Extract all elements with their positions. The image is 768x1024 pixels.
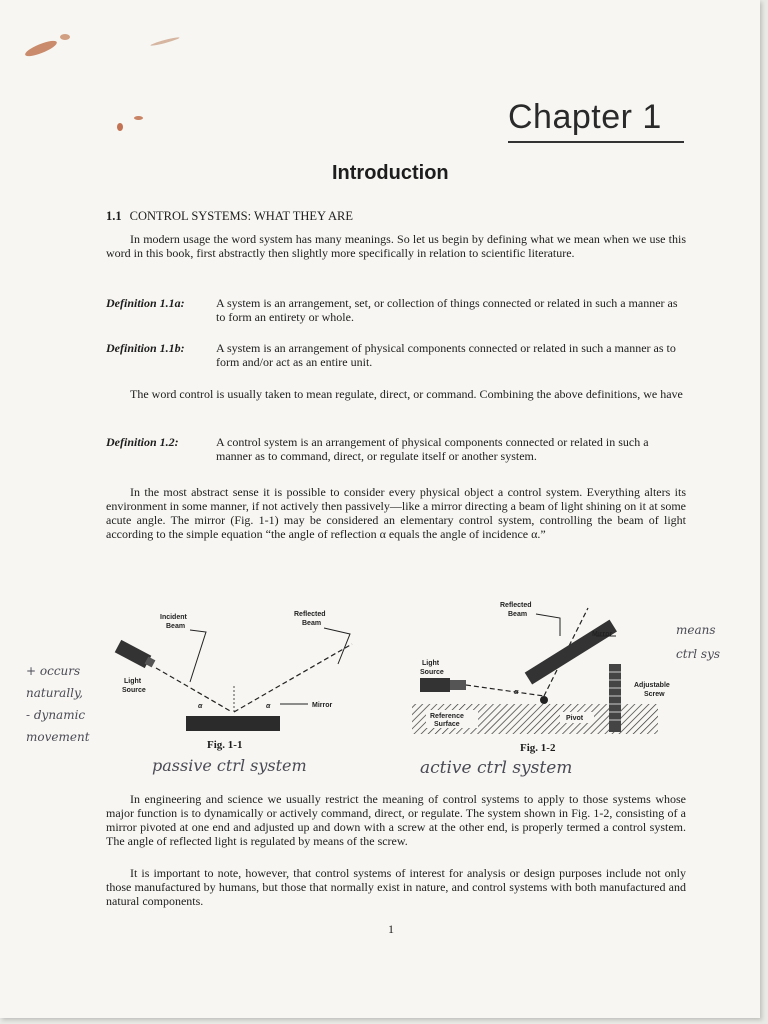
fig1-incident-label: Incident bbox=[160, 614, 187, 621]
fig2-incident-beam bbox=[466, 685, 544, 696]
handwritten-margin-note-left bbox=[26, 660, 90, 748]
paragraph-5: It is important to note, however, that control systems of interest for analysis or design purposes include not only those manufactured by humans, but those that normally exist in nature, and control systems with both manufactured and natural components. bbox=[106, 866, 686, 908]
margin-note-line: means bbox=[676, 623, 716, 637]
handwritten-margin-note-right bbox=[676, 618, 720, 666]
definition-1-2 bbox=[106, 435, 686, 463]
fig2-beam-leader bbox=[536, 614, 560, 636]
definition-label: Definition 1.1a: bbox=[106, 296, 185, 310]
definition-text: A control system is an arrangement of physical components connected or related in such a manner as to command, direct, or regulate itself or another system. bbox=[216, 435, 649, 463]
definition-1-1b bbox=[106, 341, 686, 369]
margin-note-line: - dynamic bbox=[26, 708, 86, 722]
section-number: 1.1 bbox=[106, 209, 122, 223]
chapter-underline bbox=[508, 141, 684, 143]
figure-1-1 bbox=[106, 600, 376, 740]
definition-text: A system is an arrangement of physical components connected or related in such a manner as to form and/or act as an entire unit. bbox=[216, 341, 676, 369]
fig1-mirror-label: Mirror bbox=[312, 702, 333, 709]
fig1-light-label: Light bbox=[124, 678, 142, 685]
fig2-surface-label: Surface bbox=[434, 721, 460, 728]
definition-1-1a bbox=[106, 296, 686, 324]
page-number: 1 bbox=[388, 922, 394, 936]
fig1-incident-beam bbox=[156, 668, 232, 712]
section-heading bbox=[106, 209, 353, 224]
figure-1-2-caption: Fig. 1-2 bbox=[520, 742, 556, 754]
fig2-reflected-label: Reflected bbox=[500, 602, 532, 609]
fig1-reflected-label: Reflected bbox=[294, 611, 326, 618]
paragraph-3: In the most abstract sense it is possible to consider every physical object a control system. Everything alters its environment in some manner, if not actively then passively—like a mirror directing a beam of light shining on it at some acute angle. The mirror (Fig. 1-1) may be considered an elementary control system, controlling the beam of light according to the simple equation “the angle of reflection α equals the angle of incidence α.” bbox=[106, 485, 686, 541]
stain-mark bbox=[24, 38, 59, 59]
margin-note-line: ctrl sys bbox=[676, 647, 721, 661]
stain-mark bbox=[60, 34, 70, 40]
pivot-point bbox=[540, 696, 548, 704]
handwritten-note-fig1: passive ctrl system bbox=[152, 756, 307, 775]
fig1-reflected-beam bbox=[234, 644, 352, 712]
stain-mark bbox=[134, 116, 143, 120]
fig1-source-label: Source bbox=[122, 687, 146, 694]
fig2-reference-label: Reference bbox=[430, 713, 464, 720]
stain-mark bbox=[150, 36, 180, 47]
figure-1-1-caption: Fig. 1-1 bbox=[207, 739, 243, 751]
margin-note-line: naturally, bbox=[26, 686, 83, 700]
tilted-mirror bbox=[525, 620, 617, 685]
fig2-beam-label: Beam bbox=[508, 611, 528, 618]
section-title: CONTROL SYSTEMS: WHAT THEY ARE bbox=[129, 209, 354, 223]
fig1-alpha-label-2: α bbox=[266, 703, 271, 710]
stain-mark bbox=[117, 123, 123, 131]
fig2-screw-label: Screw bbox=[644, 691, 665, 698]
page-title: Introduction bbox=[332, 162, 449, 184]
fig2-source-label: Source bbox=[420, 669, 444, 676]
definition-label: Definition 1.2: bbox=[106, 435, 179, 449]
chapter-label: Chapter 1 bbox=[508, 98, 662, 136]
fig2-mirror-label: Mirror bbox=[592, 631, 613, 638]
definition-text: A system is an arrangement, set, or collection of things connected or related in such a manner as to form an entirety or whole. bbox=[216, 296, 678, 324]
paragraph-2: The word control is usually taken to mean regulate, direct, or command. Combining the above definitions, we have bbox=[130, 387, 683, 401]
fig1-incident-leader bbox=[190, 630, 206, 682]
handwritten-note-fig2: active ctrl system bbox=[420, 758, 573, 778]
fig1-reflected-leader bbox=[324, 628, 350, 664]
paragraph-1: In modern usage the word system has many meanings. So let us begin by defining what we mean when we use this word in this book, first abstractly then slightly more specifically in relation to scientific literature. bbox=[106, 232, 686, 260]
margin-note-line: + occurs bbox=[26, 664, 81, 678]
definition-label: Definition 1.1b: bbox=[106, 341, 185, 355]
paragraph-4: In engineering and science we usually restrict the meaning of control systems to apply to those systems whose major function is to dynamically or actively command, direct, or regulate. The system shown in Fig. 1-2, consisting of a mirror pivoted at one end and adjusted up and down with a screw at the other end, is properly termed a control system. The angle of reflected light is regulated by means of the screw. bbox=[106, 792, 686, 848]
margin-note-line: movement bbox=[26, 730, 90, 744]
fig2-pivot-label: Pivot bbox=[566, 715, 584, 722]
fig2-alpha-label: α bbox=[514, 689, 519, 696]
figure-1-2 bbox=[410, 596, 682, 746]
adjustable-screw bbox=[609, 664, 621, 732]
light-source-icon bbox=[420, 678, 466, 692]
light-source-icon bbox=[115, 640, 156, 668]
fig2-adjustable-label: Adjustable bbox=[634, 682, 670, 689]
fig2-light-label: Light bbox=[422, 660, 440, 667]
mirror-block bbox=[186, 716, 280, 731]
fig1-alpha-label: α bbox=[198, 703, 203, 710]
fig1-beam-label-2: Beam bbox=[302, 620, 322, 627]
fig1-beam-label: Beam bbox=[166, 623, 186, 630]
